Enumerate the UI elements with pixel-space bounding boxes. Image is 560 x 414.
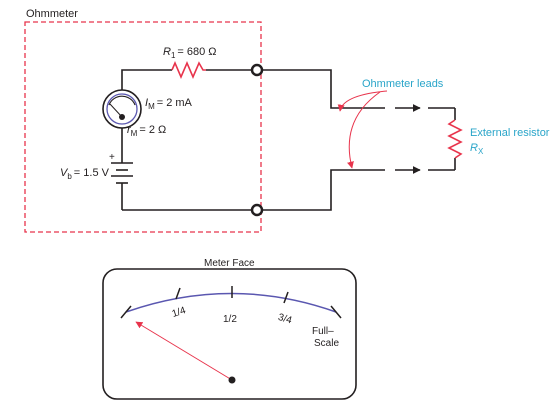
- meter-resistance-label: $r_M = 2$ Ω: [127, 124, 167, 138]
- internal-wiring: [122, 70, 251, 210]
- terminal-bottom: [252, 205, 262, 215]
- external-resistor-symbol: $R_X$: [470, 142, 484, 156]
- tick-label-half: 1/2: [223, 314, 237, 325]
- r1-resistor: [172, 63, 206, 77]
- meter-face-title: Meter Face: [204, 258, 255, 269]
- ohmmeter-lead-bottom: [262, 170, 455, 210]
- full-scale-label-line2: Scale: [314, 338, 340, 349]
- leads-label: Ohmmeter leads: [362, 78, 444, 90]
- meter-needle-pivot: [229, 377, 236, 384]
- external-resistor-zigzag: [449, 120, 461, 158]
- meter-current-label: $I_M = 2$ mA: [145, 97, 192, 111]
- battery-plus: +: [109, 152, 115, 163]
- terminal-top: [252, 65, 262, 75]
- meter-movement: [103, 90, 141, 128]
- r1-label: $R_1 = 680$ Ω: [163, 46, 217, 60]
- leads-arrow-bottom: [349, 92, 380, 168]
- tick-label-three-quarter: 3/4: [276, 311, 294, 327]
- tick-label-quarter: 1/4: [170, 305, 188, 320]
- battery-symbol: [111, 163, 133, 183]
- external-resistor-label: External resistor: [470, 127, 550, 139]
- battery-label: $V_b = 1.5$ V: [60, 167, 109, 181]
- ohmmeter-title: Ohmmeter: [26, 8, 78, 20]
- full-scale-label-line1: Full–: [312, 326, 334, 337]
